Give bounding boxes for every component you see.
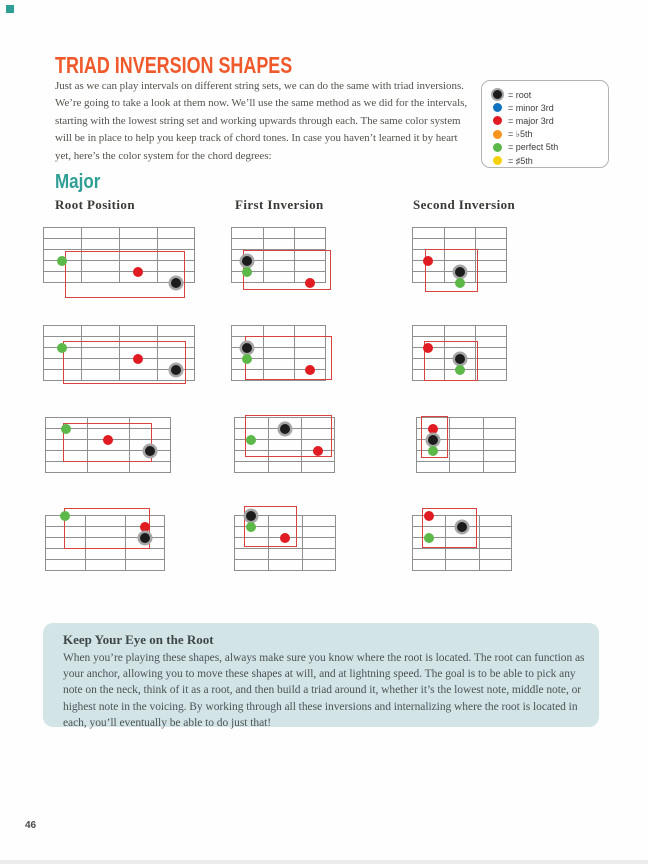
major3-note-dot [280,533,290,543]
major3-note-dot [305,278,315,288]
root-note-dot [145,446,155,456]
fretboard-diagram-second-row3 [416,417,516,473]
string-line [412,238,507,239]
root-note-dot [246,511,256,521]
fretboard-diagram-second-row2 [412,325,507,381]
string-line [412,336,507,337]
string-line [231,380,326,381]
fret-line [234,515,235,571]
fretboard-diagram-second-row4 [412,515,512,571]
string-line [45,570,165,571]
major3-note-dot [423,343,433,353]
perfect5-note-dot [60,511,70,521]
fretboard-diagram-first-row4 [234,515,336,571]
fret-line [515,417,516,473]
fret-line [335,515,336,571]
fretboard-diagram-root-row3 [45,417,171,473]
major3-note-dot [424,511,434,521]
fret-line [506,227,507,283]
string-set-box [63,341,186,384]
perfect5-note-dot [57,256,67,266]
perfect5-note-dot [61,424,71,434]
major3-note-dot [140,522,150,532]
string-set-box [425,249,478,292]
perfect5-note-dot [242,354,252,364]
sharp5-dot-icon [493,156,502,165]
root-note-dot [140,533,150,543]
major3-note-dot [133,354,143,364]
perfect5-dot-icon [493,143,502,152]
perfect5-note-dot [455,365,465,375]
callout-title: Keep Your Eye on the Root [63,632,214,647]
legend-item-flat5 [493,128,604,141]
string-line [234,472,335,473]
fret-line [511,515,512,571]
callout-body: When you’re playing these shapes, always make sure you know where the root is located. The root can function as your anchor, allowing you to move these shapes at will, and at lightning speed. The goal is to be able to pick any note on the neck, think of it as a root, and then build a triad around it, whether it’s the lowest note, middle note, or highest note in the voicing. By working through all these inversions and internalizing where the root is located in each, you’ll eventually be able to do just that! [63,652,585,729]
page-number: 46 [25,820,37,831]
fret-line [412,325,413,381]
string-line [45,417,171,418]
string-line [234,461,335,462]
section-heading-major: Major [55,171,101,193]
legend-item-major3 [493,114,604,127]
fret-line [234,417,235,473]
fret-line [45,515,46,571]
fretboard-diagram-root-row1 [43,227,195,283]
fret-line [231,325,232,381]
fret-line [449,417,450,473]
fret-line [334,417,335,473]
root-note-dot [455,267,465,277]
fret-line [43,227,44,283]
fretboard-diagram-second-row1 [412,227,507,283]
fret-line [43,325,44,381]
page-corner-mark [6,5,14,13]
string-line [231,238,326,239]
fret-line [231,227,232,283]
string-line [412,325,507,326]
perfect5-note-dot [455,278,465,288]
column-header-first-inversion: First Inversion [235,197,324,212]
fret-line [302,515,303,571]
root-callout-box [43,623,599,727]
major3-note-dot [133,267,143,277]
fret-line [412,227,413,283]
string-line [45,559,165,560]
perfect5-note-dot [242,267,252,277]
string-line [234,570,336,571]
perfect5-note-dot [428,446,438,456]
legend-item-minor3 [493,101,604,114]
perfect5-note-dot [424,533,434,543]
root-note-dot [428,435,438,445]
legend-label: = root [508,89,532,100]
fretboard-diagram-root-row2 [43,325,195,381]
string-line [416,461,516,462]
fretboard-diagram-first-row3 [234,417,335,473]
fret-line [506,325,507,381]
legend-label: = minor 3rd [508,102,554,113]
chord-degree-legend [481,80,609,168]
fret-line [479,515,480,571]
perfect5-note-dot [246,522,256,532]
string-line [412,548,512,549]
page-bottom-edge [0,860,648,864]
root-note-dot [171,278,181,288]
fret-line [45,417,46,473]
string-line [412,570,512,571]
string-line [231,227,326,228]
minor3-dot-icon [493,103,502,112]
fretboard-diagram-first-row2 [231,325,326,381]
fret-line [416,417,417,473]
major3-note-dot [423,256,433,266]
legend-label: = perfect 5th [508,142,559,153]
string-line [412,227,507,228]
string-set-box [245,336,332,380]
string-line [412,559,512,560]
string-line [234,559,336,560]
perfect5-note-dot [57,343,67,353]
fret-line [194,227,195,283]
page-title: TRIAD INVERSION SHAPES [55,52,293,78]
major3-note-dot [103,435,113,445]
legend-item-root [493,88,604,101]
major3-note-dot [305,365,315,375]
legend-item-sharp5 [493,154,604,167]
fret-line [412,515,413,571]
column-header-second-inversion: Second Inversion [413,197,516,212]
root-note-dot [280,424,290,434]
string-line [416,472,516,473]
string-set-box [64,508,150,549]
fret-line [170,417,171,473]
string-line [231,325,326,326]
major3-note-dot [428,424,438,434]
fretboard-diagram-root-row4 [45,515,165,571]
root-note-dot [171,365,181,375]
string-line [45,472,171,473]
string-set-box [243,250,331,290]
root-note-dot [457,522,467,532]
fret-line [164,515,165,571]
legend-label: = major 3rd [508,115,554,126]
major3-note-dot [313,446,323,456]
column-header-root-position: Root Position [55,197,135,212]
perfect5-note-dot [246,435,256,445]
root-dot-icon [493,90,502,99]
string-set-box [65,251,185,298]
root-note-dot [242,256,252,266]
legend-label: = ♭5th [508,128,533,139]
major3-dot-icon [493,116,502,125]
intro-paragraph: Just as we can play intervals on different string sets, we can do the same with triad inversions. We’re going to take a look at them now. We’ll use the same method as we did for the intervals, starting with the lowest string set and working upwards through each. The same color system will be in place to help you keep track of chord tones. In case you haven’t learned it by heart yet, here’s the color system for the chord degrees: [55,80,468,162]
legend-label: = ♯5th [508,155,533,166]
flat5-dot-icon [493,130,502,139]
fret-line [483,417,484,473]
fret-line [194,325,195,381]
fretboard-diagram-first-row1 [231,227,326,283]
root-note-dot [242,343,252,353]
string-line [234,548,336,549]
legend-item-perfect5 [493,141,604,154]
root-note-dot [455,354,465,364]
